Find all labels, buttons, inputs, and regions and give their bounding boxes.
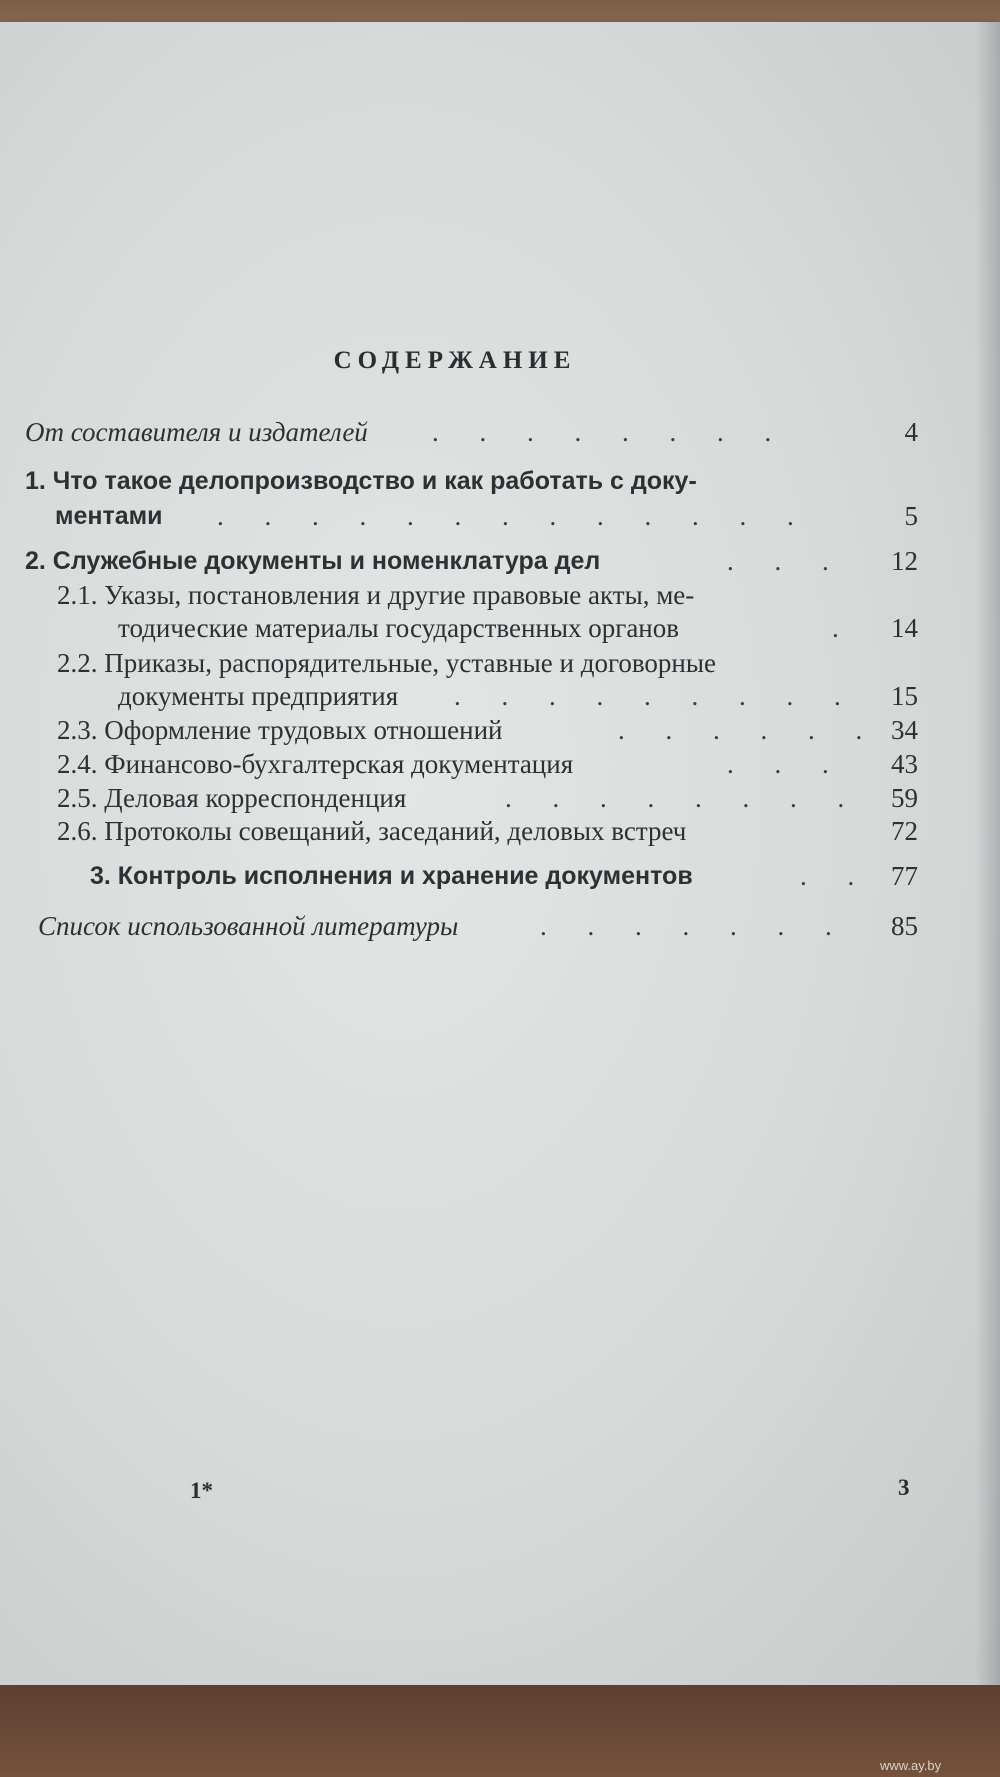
toc-entry-title: 2.4. Финансово-бухгалтерская документация <box>57 749 574 779</box>
toc-page-number: 15 <box>891 681 918 711</box>
toc-entry-title: 2.5. Деловая корреспонденция <box>57 783 407 813</box>
toc-page-number: 4 <box>904 417 918 447</box>
toc-leader-dots: . . . . . . . . <box>505 783 862 813</box>
toc-entry-title-cont: тодические материалы государственных органов <box>118 613 680 643</box>
toc-page-number: 77 <box>891 861 918 891</box>
toc-entry-title: От составителя и издателей <box>25 417 368 447</box>
toc-page-number: 85 <box>891 911 918 941</box>
toc-entry-title: 2. Служебные документы и номенклатура дел <box>25 547 601 575</box>
toc-leader-dots: . . . <box>727 749 846 779</box>
toc-entry-title: 2.6. Протоколы совещаний, заседаний, деловых встреч <box>57 816 687 846</box>
book-page <box>0 22 1000 1690</box>
toc-page-number: 14 <box>891 613 918 643</box>
toc-entry-title: 2.1. Указы, постановления и другие правовые акты, ме- <box>57 580 695 610</box>
page-edge-shadow <box>975 22 1000 1690</box>
signature-mark: 1* <box>190 1478 213 1503</box>
toc-entry-title: 1. Что такое делопроизводство и как работать с доку- <box>25 467 697 495</box>
toc-page-number: 5 <box>904 501 918 531</box>
toc-leader-dots: . . . . . . . <box>540 911 849 941</box>
toc-leader-dots: . <box>832 613 856 643</box>
toc-entry-title-cont: ментами <box>55 502 163 530</box>
toc-page-number: 12 <box>891 546 918 576</box>
toc-leader-dots: . . <box>800 861 872 891</box>
watermark: www.ay.by <box>880 1758 942 1773</box>
toc-page-number: 59 <box>891 783 918 813</box>
toc-page-number: 43 <box>891 749 918 779</box>
toc-entry-title: 2.3. Оформление трудовых отношений <box>57 715 503 745</box>
toc-entry-title-cont: документы предприятия <box>118 681 399 711</box>
toc-leader-dots: . . . . . . . . <box>432 417 789 447</box>
toc-leader-dots: . . . . . . . . . <box>454 681 858 711</box>
toc-entry-title: 2.2. Приказы, распорядительные, уставные и договорные <box>57 648 717 678</box>
page-title: СОДЕРЖАНИЕ <box>333 347 577 374</box>
toc-page-number: 72 <box>891 816 918 846</box>
toc-entry-title: Список использованной литературы <box>38 911 459 941</box>
toc-entry-title: 3. Контроль исполнения и хранение документов <box>90 862 693 890</box>
toc-leader-dots: . . . <box>727 546 846 576</box>
toc-leader-dots: . . . . . . <box>618 715 880 745</box>
background-bottom <box>0 1685 1000 1777</box>
page-number: 3 <box>898 1475 910 1500</box>
toc-leader-dots: . . . . . . . . . . . . . <box>217 501 811 531</box>
toc-page-number: 34 <box>891 715 918 745</box>
